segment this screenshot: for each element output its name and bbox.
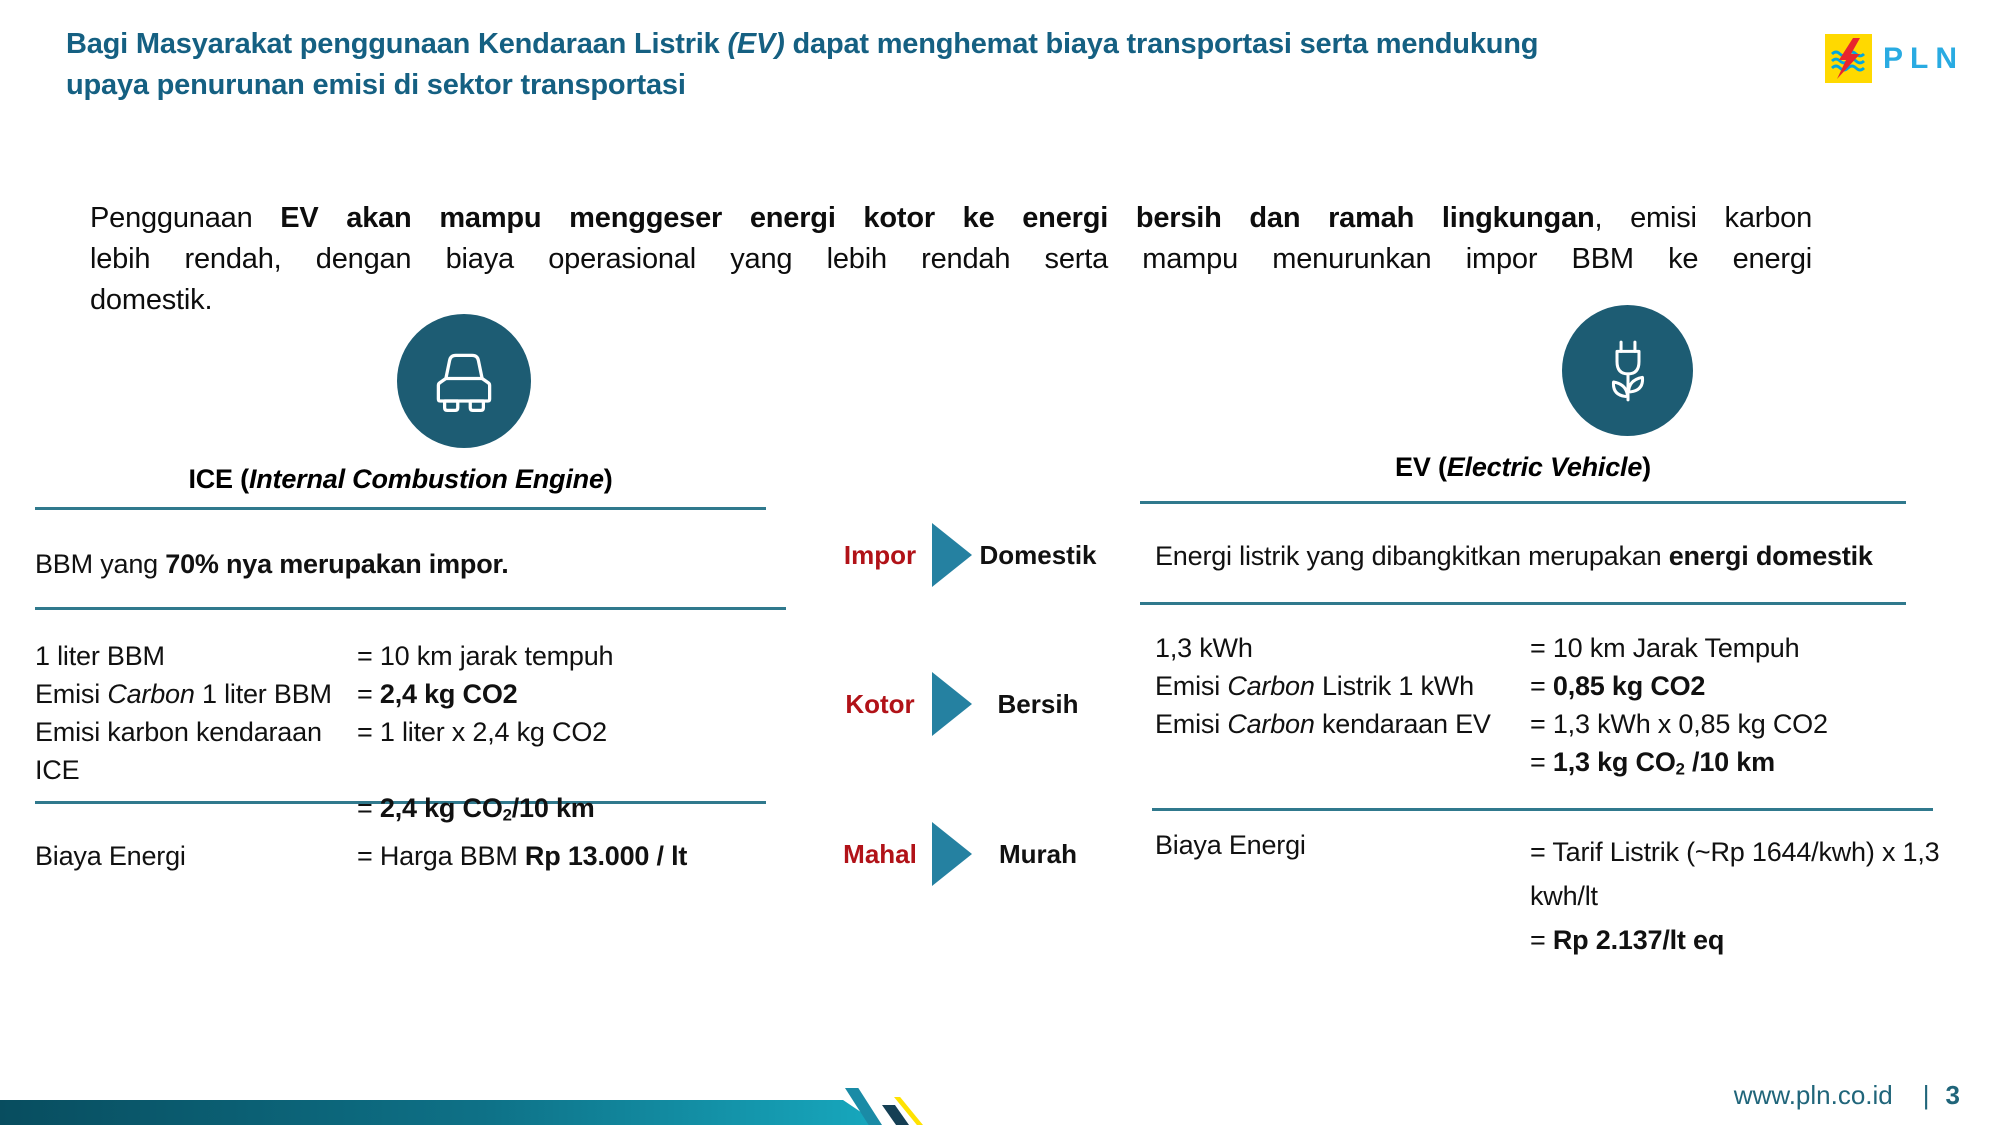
pln-lightning-icon [1825, 34, 1872, 83]
text-segment: Emisi [1155, 671, 1228, 701]
text-segment: domestik. [90, 284, 213, 316]
text-segment: EV akan mampu menggeser energi kotor ke energi bersih dan ramah lingkungan [280, 202, 1595, 234]
row-value [1530, 743, 1945, 789]
text-segment: , emisi karbon [1594, 202, 1813, 234]
intro-line3 [90, 280, 1812, 321]
text-segment: 2 [1675, 759, 1685, 779]
value-line [357, 841, 785, 872]
text-segment: = 1 liter x 2,4 kg CO2 [357, 717, 607, 747]
text-segment: = Tarif Listrik (~Rp 1644/kwh) x 1,3 kwh/lt [1530, 837, 1940, 911]
comparison-right-label: Bersih [997, 688, 1079, 719]
table-row [1155, 667, 1945, 705]
text-segment: 1 liter BBM [35, 641, 165, 671]
comparison-left-label: Mahal [843, 838, 917, 869]
page-title-line1 [66, 24, 1826, 65]
comparison-right-label: Murah [999, 838, 1077, 869]
text-segment: dapat menghemat biaya transportasi serta mendukung [784, 28, 1539, 60]
ev-cost-row [1155, 830, 1955, 962]
text-segment: Biaya Energi [1155, 830, 1306, 860]
text-segment: (EV) [727, 28, 785, 60]
pln-logo [1825, 34, 1964, 83]
plug-plant-icon [1591, 334, 1665, 408]
row-value [357, 675, 785, 713]
text-segment: = [1530, 671, 1553, 701]
ice-circle-badge [397, 314, 531, 448]
row-value [357, 713, 785, 789]
row-label [35, 675, 357, 713]
row-label [1155, 743, 1530, 789]
row-value [1530, 705, 1945, 743]
text-segment: = Harga BBM [357, 841, 525, 871]
divider [35, 507, 766, 510]
ice-column-heading [35, 464, 766, 495]
row-value [1530, 629, 1945, 667]
row-label [35, 713, 357, 789]
row-label [1155, 629, 1530, 667]
text-segment: Carbon [1227, 709, 1315, 739]
text-segment: ) [603, 464, 613, 494]
comparison-row-mahal-murah [828, 822, 1104, 886]
text-segment: Internal Combustion Engine [248, 464, 604, 494]
divider [1140, 602, 1906, 605]
value-line [1530, 830, 1955, 918]
car-icon [424, 341, 504, 421]
text-segment: energi domestik [1668, 541, 1873, 571]
text-segment: Electric Vehicle [1446, 452, 1643, 482]
text-segment: ICE ( [188, 464, 249, 494]
text-segment: upaya penurunan emisi di sektor transportasi [66, 69, 686, 101]
row-value [1530, 667, 1945, 705]
ev-emission-table [1155, 629, 1945, 789]
row-label [35, 789, 357, 835]
text-segment: Energi listrik yang dibangkitkan merupakan [1155, 541, 1669, 571]
arrow-right-icon [932, 822, 972, 886]
divider [1140, 501, 1906, 504]
footer [1734, 1080, 1960, 1111]
arrow-right-icon [932, 523, 972, 587]
row-value [1530, 830, 1955, 962]
text-segment: = [1530, 747, 1553, 777]
text-segment: BBM yang [35, 549, 166, 579]
text-segment: EV ( [1395, 452, 1447, 482]
table-row [35, 789, 785, 835]
table-row [35, 713, 785, 789]
text-segment: Emisi [35, 679, 108, 709]
arrow-right-icon [932, 672, 972, 736]
text-segment: Bagi Masyarakat penggunaan Kendaraan Listrik [66, 28, 728, 60]
text-segment: Rp 2.137/lt eq [1552, 925, 1725, 955]
text-segment: = [357, 793, 380, 823]
table-row [1155, 629, 1945, 667]
text-segment: Listrik 1 kWh [1314, 671, 1474, 701]
text-segment: 2,4 kg CO [379, 793, 503, 823]
ev-column-heading [1140, 452, 1906, 483]
text-segment: Carbon [107, 679, 195, 709]
text-segment: lebih rendah, dengan biaya operasional yang lebih rendah serta mampu menurunkan impor BBM ke energi [90, 243, 1812, 275]
ev-import-statement [1155, 541, 1935, 572]
row-value [357, 789, 785, 835]
intro-line2 [90, 239, 1812, 280]
page-title-line2 [66, 65, 1826, 106]
table-row [35, 675, 785, 713]
intro-paragraph [90, 198, 1812, 321]
row-value [357, 841, 785, 872]
text-segment: = [357, 679, 380, 709]
ev-circle-badge [1562, 305, 1693, 436]
text-segment: 2,4 kg CO2 [379, 679, 518, 709]
text-segment: 0,85 kg CO2 [1552, 671, 1706, 701]
footer-url: www.pln.co.id [1733, 1080, 1893, 1110]
comparison-row-kotor-bersih [828, 672, 1104, 736]
text-segment: 1,3 kWh [1155, 633, 1253, 663]
text-segment: Rp 13.000 / lt [524, 841, 688, 871]
text-segment: = [1530, 925, 1553, 955]
comparison-row-impor-domestik [828, 523, 1104, 587]
text-segment: = 1,3 kWh x 0,85 kg CO2 [1530, 709, 1828, 739]
comparison-right-label: Domestik [979, 539, 1097, 570]
intro-line1 [90, 198, 1812, 239]
row-label [1155, 705, 1530, 743]
text-segment: = 10 km Jarak Tempuh [1530, 633, 1800, 663]
comparison-left-label: Impor [843, 539, 917, 570]
text-segment: Penggunaan [90, 202, 281, 234]
text-segment: Biaya Energi [35, 841, 186, 871]
row-label [35, 637, 357, 675]
pln-logo-text: PLN [1883, 41, 1964, 75]
text-segment: /10 km [1684, 747, 1775, 777]
ice-import-statement [35, 549, 775, 580]
value-line [1530, 918, 1955, 962]
footer-separator: | [1922, 1080, 1930, 1110]
text-segment: /10 km [511, 793, 595, 823]
ice-cost-row [35, 841, 785, 872]
text-segment: 1 liter BBM [194, 679, 332, 709]
table-row [35, 637, 785, 675]
ice-emission-table [35, 637, 785, 835]
comparison-left-label: Kotor [845, 688, 915, 719]
text-segment: Carbon [1227, 671, 1315, 701]
text-segment: ) [1642, 452, 1651, 482]
row-label [1155, 830, 1530, 962]
page-title [66, 24, 1826, 106]
text-segment: Emisi [1155, 709, 1228, 739]
divider [35, 607, 786, 610]
table-row [1155, 743, 1945, 789]
text-segment: Emisi karbon kendaraan ICE [35, 717, 322, 785]
text-segment: kendaraan EV [1314, 709, 1491, 739]
row-label [1155, 667, 1530, 705]
text-segment: 1,3 kg CO [1552, 747, 1676, 777]
footer-page-number: 3 [1945, 1080, 1960, 1110]
table-row [1155, 705, 1945, 743]
text-segment: = 10 km jarak tempuh [357, 641, 614, 671]
row-label [35, 841, 357, 872]
row-value [357, 637, 785, 675]
text-segment: 2 [502, 805, 512, 825]
divider [1152, 808, 1933, 811]
bottom-accent-bar [0, 1100, 880, 1125]
text-segment: 70% nya merupakan impor. [165, 549, 509, 579]
